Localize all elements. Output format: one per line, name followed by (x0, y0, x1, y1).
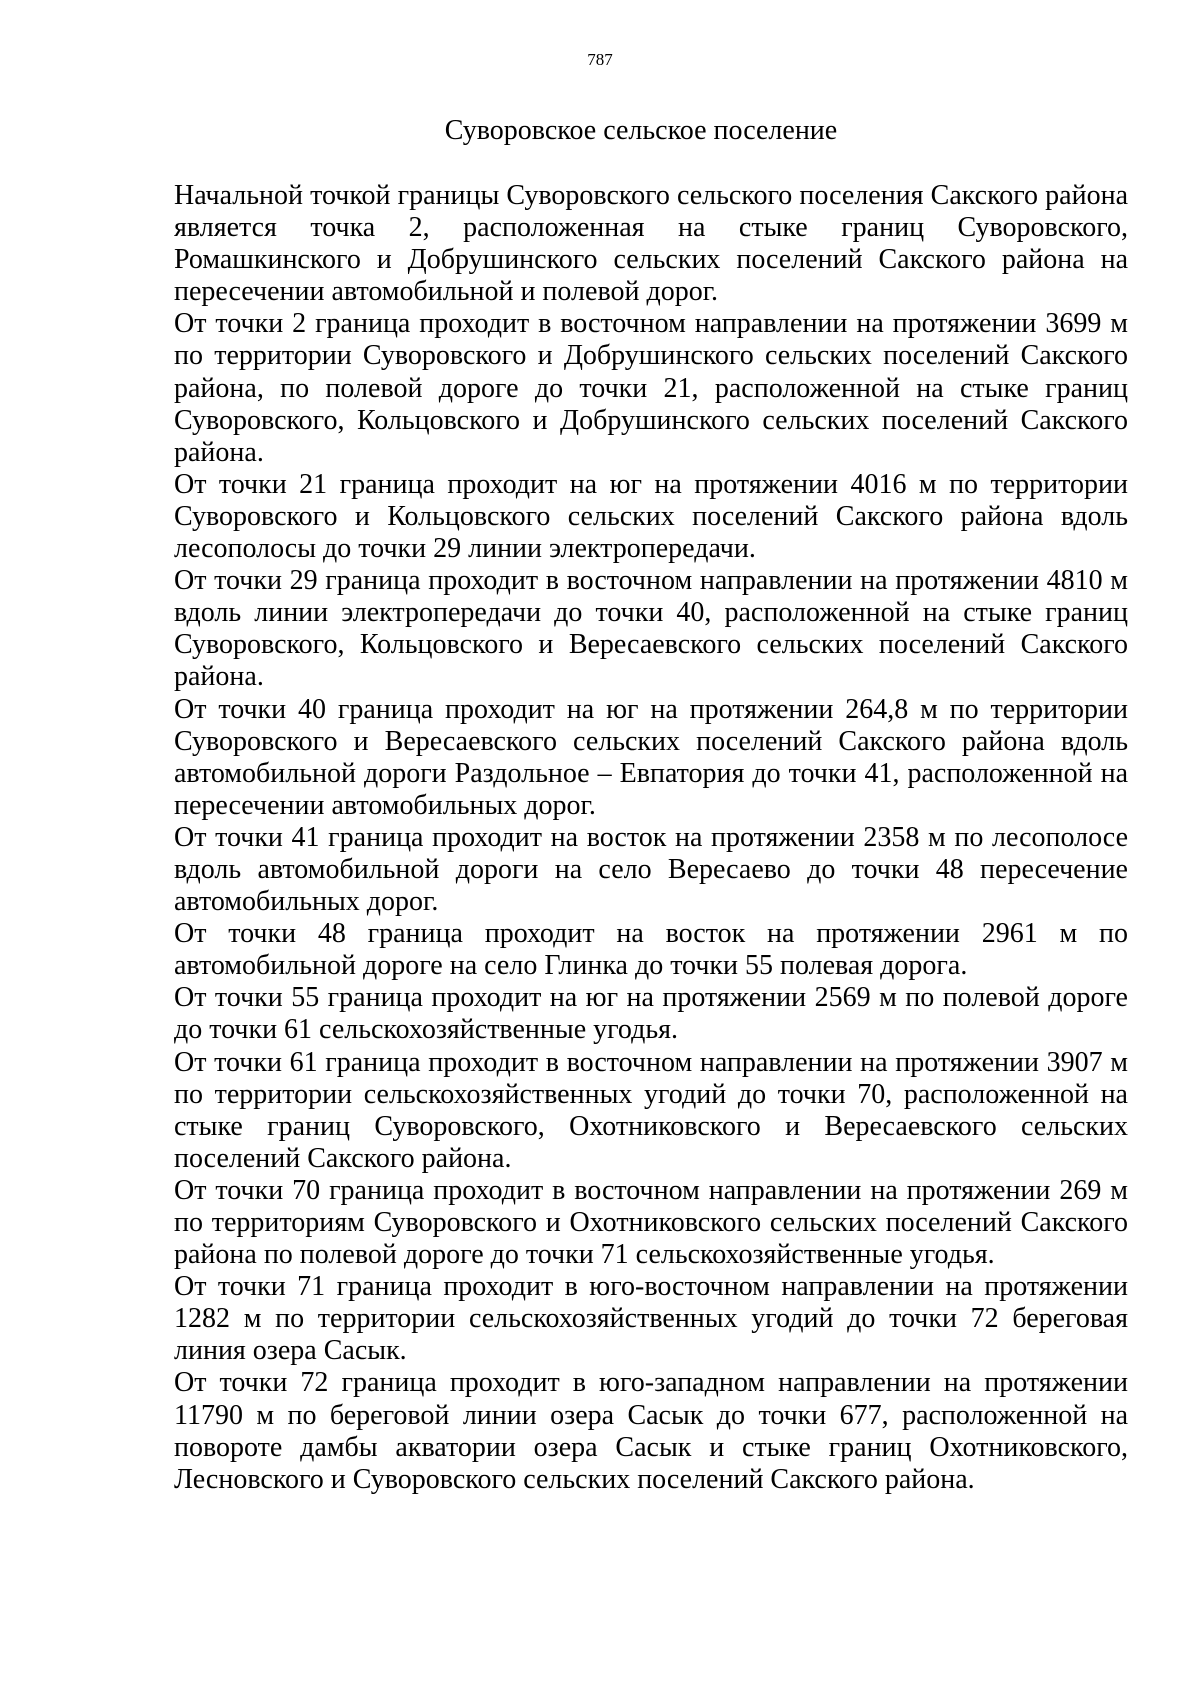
paragraph: От точки 41 граница проходит на восток на протяжении 2358 м по лесополосе вдоль автомобильной дороги на село Вересаево до точки 48 пересечение автомобильных дорог. (174, 821, 1128, 918)
paragraph: От точки 61 граница проходит в восточном направлении на протяжении 3907 м по территории сельскохозяйственных угодий до точки 70, расположенной на стыке границ Суворовского, Охотниковского и Вересаевского сельских поселений Сакского района. (174, 1046, 1128, 1174)
paragraph: От точки 21 граница проходит на юг на протяжении 4016 м по территории Суворовского и Кольцовского сельских поселений Сакского района вдоль лесополосы до точки 29 линии электропередачи. (174, 468, 1128, 565)
page-number: 787 (587, 50, 613, 69)
document-title: Суворовское сельское поселение (444, 115, 838, 146)
paragraph: От точки 29 граница проходит в восточном направлении на протяжении 4810 м вдоль линии электропередачи до точки 40, расположенной на стыке границ Суворовского, Кольцовского и Вересаевского сельских поселений Сакского района. (174, 565, 1128, 693)
paragraph: От точки 55 граница проходит на юг на протяжении 2569 м по полевой дороге до точки 61 сельскохозяйственные угодья. (174, 982, 1128, 1046)
paragraph: От точки 48 граница проходит на восток на протяжении 2961 м по автомобильной дороге на село Глинка до точки 55 полевая дорога. (174, 918, 1128, 982)
paragraph: Начальной точкой границы Суворовского сельского поселения Сакского района является точка 2, расположенная на стыке границ Суворовского, Ромашкинского и Добрушинского сельских поселений Сакского района на пересечении автомобильной и полевой дорог. (174, 180, 1128, 308)
paragraph: От точки 70 граница проходит в восточном направлении на протяжении 269 м по территориям Суворовского и Охотниковского сельских поселений Сакского района по полевой дороге до точки 71 сельскохозяйственные угодья. (174, 1174, 1128, 1271)
document-body (174, 180, 1128, 1496)
paragraph: От точки 2 граница проходит в восточном направлении на протяжении 3699 м по территории Суворовского и Добрушинского сельских поселений Сакского района, по полевой дороге до точки 21, расположенной на стыке границ Суворовского, Кольцовского и Добрушинского сельских поселений Сакского района. (174, 308, 1128, 468)
paragraph: От точки 40 граница проходит на юг на протяжении 264,8 м по территории Суворовского и Вересаевского сельских поселений Сакского района вдоль автомобильной дороги Раздольное – Евпатория до точки 41, расположенной на пересечении автомобильных дорог. (174, 693, 1128, 821)
paragraph: От точки 71 граница проходит в юго-восточном направлении на протяжении 1282 м по территории сельскохозяйственных угодий до точки 72 береговая линия озера Сасык. (174, 1271, 1128, 1367)
paragraph: От точки 72 граница проходит в юго-западном направлении на протяжении 11790 м по береговой линии озера Сасык до точки 677, расположенной на повороте дамбы акватории озера Сасык и стыке границ Охотниковского, Лесновского и Суворовского сельских поселений Сакского района. (174, 1367, 1128, 1495)
